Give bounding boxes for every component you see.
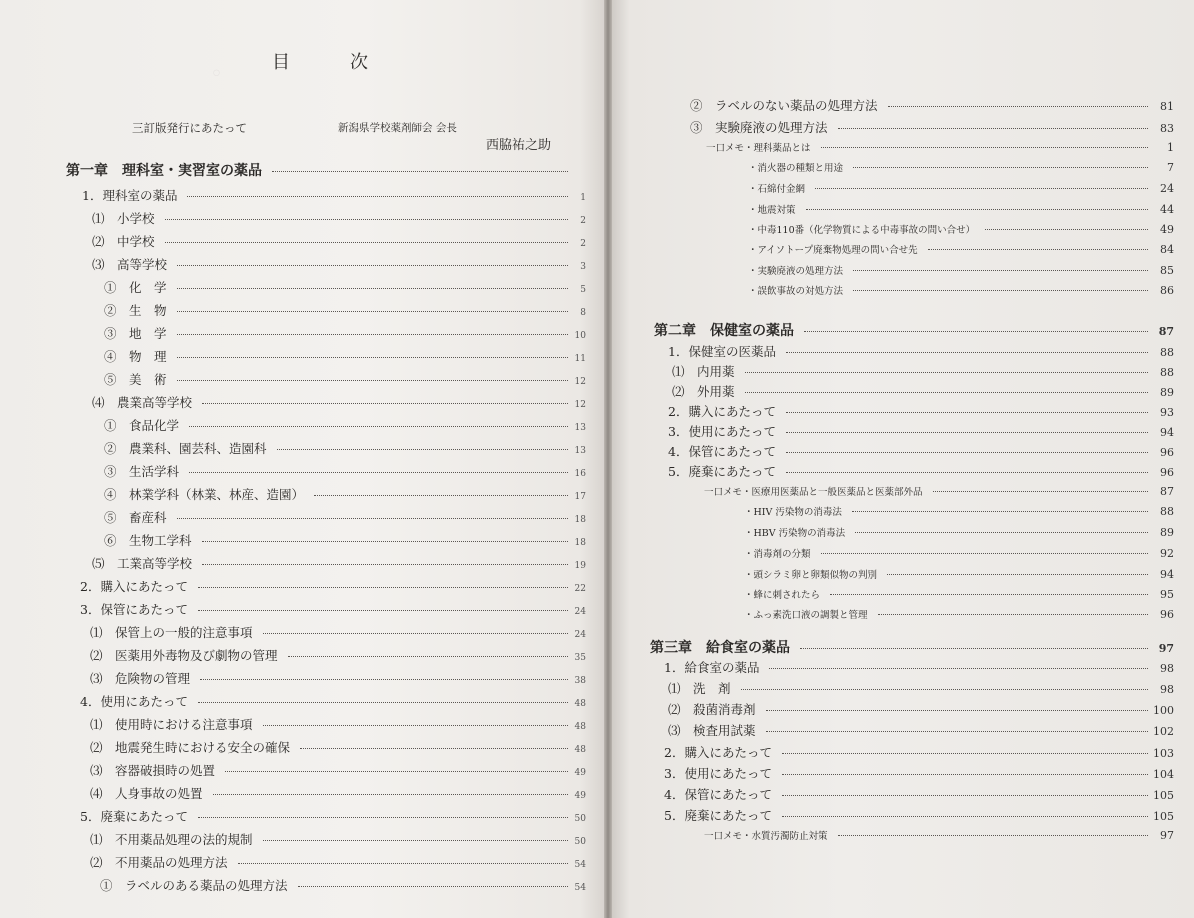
toc-entry: 3．保管にあたって 24 (80, 602, 586, 617)
toc-title-char: 目 (272, 52, 350, 73)
toc-entry: ・中毒110番（化学物質による中毒事故の問い合せ） 49 (748, 223, 1174, 236)
book-gutter (604, 0, 612, 918)
toc-entry: 1．保健室の医薬品 88 (668, 344, 1174, 359)
toc-entry: ⑤ 美 術 12 (104, 372, 586, 387)
toc-entry: 一口メモ・水質汚濁防止対策 97 (704, 829, 1174, 842)
toc-entry: 1．給食室の薬品 98 (664, 660, 1174, 675)
toc-entry: ⑴ 小学校 2 (92, 211, 586, 226)
toc-entry: ・消火器の種類と用途 7 (748, 161, 1174, 174)
toc-entry: 4．使用にあたって 48 (80, 694, 586, 709)
toc-entry: 3．使用にあたって 94 (668, 424, 1174, 439)
toc-entry: 第二章 保健室の薬品 87 (654, 323, 1174, 339)
toc-entry: 4．保管にあたって 96 (668, 444, 1174, 459)
preface-author-name: 西脇祐之助 (486, 138, 552, 153)
toc-entry: 2．購入にあたって 22 (80, 579, 586, 594)
toc-entry: ⑴ 使用時における注意事項 48 (90, 717, 586, 732)
preface-label: 三訂版発行にあたって (132, 121, 247, 135)
toc-entry: ① 化 学 5 (104, 280, 586, 295)
toc-entry: ・石綿付金網 24 (748, 182, 1174, 195)
toc-entry: ⑵ 医薬用外毒物及び劇物の管理 35 (90, 648, 586, 663)
toc-entry: ⑵ 中学校 2 (92, 234, 586, 249)
toc-entry: ③ 実験廃液の処理方法 83 (690, 120, 1174, 135)
toc-entry: ⑵ 地震発生時における安全の確保 48 (90, 740, 586, 755)
toc-entry: ・ふっ素洗口液の調製と管理 96 (744, 608, 1174, 621)
toc-entry: ③ 生活学科 16 (104, 464, 586, 479)
toc-entry: ⑷ 農業高等学校 12 (92, 395, 586, 410)
toc-entry: ・HIV 汚染物の消毒法 88 (744, 505, 1174, 518)
toc-entry: 3．使用にあたって 104 (664, 766, 1174, 781)
toc-entry: 5．廃棄にあたって 96 (668, 464, 1174, 479)
toc-entry: ② 生 物 8 (104, 303, 586, 318)
toc-entry: ⑥ 生物工学科 18 (104, 533, 586, 548)
toc-entry: ・蜂に刺されたら 95 (744, 588, 1174, 601)
toc-entry: ③ 地 学 10 (104, 326, 586, 341)
toc-entry: 2．購入にあたって 103 (664, 745, 1174, 760)
toc-entry: ⑴ 洗 剤 98 (668, 681, 1174, 696)
toc-entry: 1．理科室の薬品 1 (82, 188, 586, 203)
toc-entry: ⑵ 不用薬品の処理方法 54 (90, 855, 586, 870)
toc-entry: ① 食品化学 13 (104, 418, 586, 433)
toc-entry: ⑵ 外用薬 89 (672, 384, 1174, 399)
toc-entry: ・消毒剤の分類 92 (744, 547, 1174, 560)
toc-entry: ・実験廃液の処理方法 85 (748, 264, 1174, 277)
toc-entry: 5．廃棄にあたって 50 (80, 809, 586, 824)
toc-entry: ⑶ 検査用試薬 102 (668, 723, 1174, 738)
toc-entry: ① ラベルのある薬品の処理方法 54 (100, 878, 586, 893)
toc-entry: ・地震対策 44 (748, 203, 1174, 216)
toc-entry: 4．保管にあたって 105 (664, 787, 1174, 802)
toc-entry: ⑷ 人身事故の処置 49 (90, 786, 586, 801)
toc-entry: ⑶ 高等学校 3 (92, 257, 586, 272)
toc-entry: ② ラベルのない薬品の処理方法 81 (690, 98, 1174, 113)
toc-entry: ⑶ 容器破損時の処置 49 (90, 763, 586, 778)
toc-entry: ・頭シラミ卵と卵類似物の判別 94 (744, 568, 1174, 581)
toc-entry: ⑤ 畜産科 18 (104, 510, 586, 525)
toc-entry: ・誤飲事故の対処方法 86 (748, 284, 1174, 297)
toc-entry: ⑸ 工業高等学校 19 (92, 556, 586, 571)
toc-entry: ⑶ 危険物の管理 38 (90, 671, 586, 686)
toc-entry: ⑴ 保管上の一般的注意事項 24 (90, 625, 586, 640)
toc-entry: ② 農業科、園芸科、造園科 13 (104, 441, 586, 456)
toc-title-char: 次 (350, 52, 428, 73)
toc-entry: 一口メモ・医療用医薬品と一般医薬品と医薬部外品 87 (704, 485, 1174, 498)
toc-entry: ⑴ 内用薬 88 (672, 364, 1174, 379)
preface-author-org: 新潟県学校薬剤師会 会長 (338, 122, 457, 134)
bleed-through: ◦ (210, 62, 223, 87)
toc-entry: 第一章 理科室・実習室の薬品 (66, 160, 586, 180)
toc-entry: 5．廃棄にあたって 105 (664, 808, 1174, 823)
toc-entry: ⑴ 不用薬品処理の法的規制 50 (90, 832, 586, 847)
toc-entry: ④ 物 理 11 (104, 349, 586, 364)
toc-entry: ④ 林業学科（林業、林産、造園） 17 (104, 487, 586, 502)
toc-entry: ⑵ 殺菌消毒剤 100 (668, 702, 1174, 717)
toc-entry: 2．購入にあたって 93 (668, 404, 1174, 419)
right-page (612, 0, 1194, 918)
toc-entry: 一口メモ・理科薬品とは 1 (706, 141, 1174, 154)
toc-entry: 第三章 給食室の薬品 97 (650, 640, 1174, 656)
toc-title (0, 48, 604, 74)
toc-entry: ・HBV 汚染物の消毒法 89 (744, 526, 1174, 539)
toc-entry: ・アイソトープ廃棄物処理の問い合せ先 84 (748, 243, 1174, 256)
